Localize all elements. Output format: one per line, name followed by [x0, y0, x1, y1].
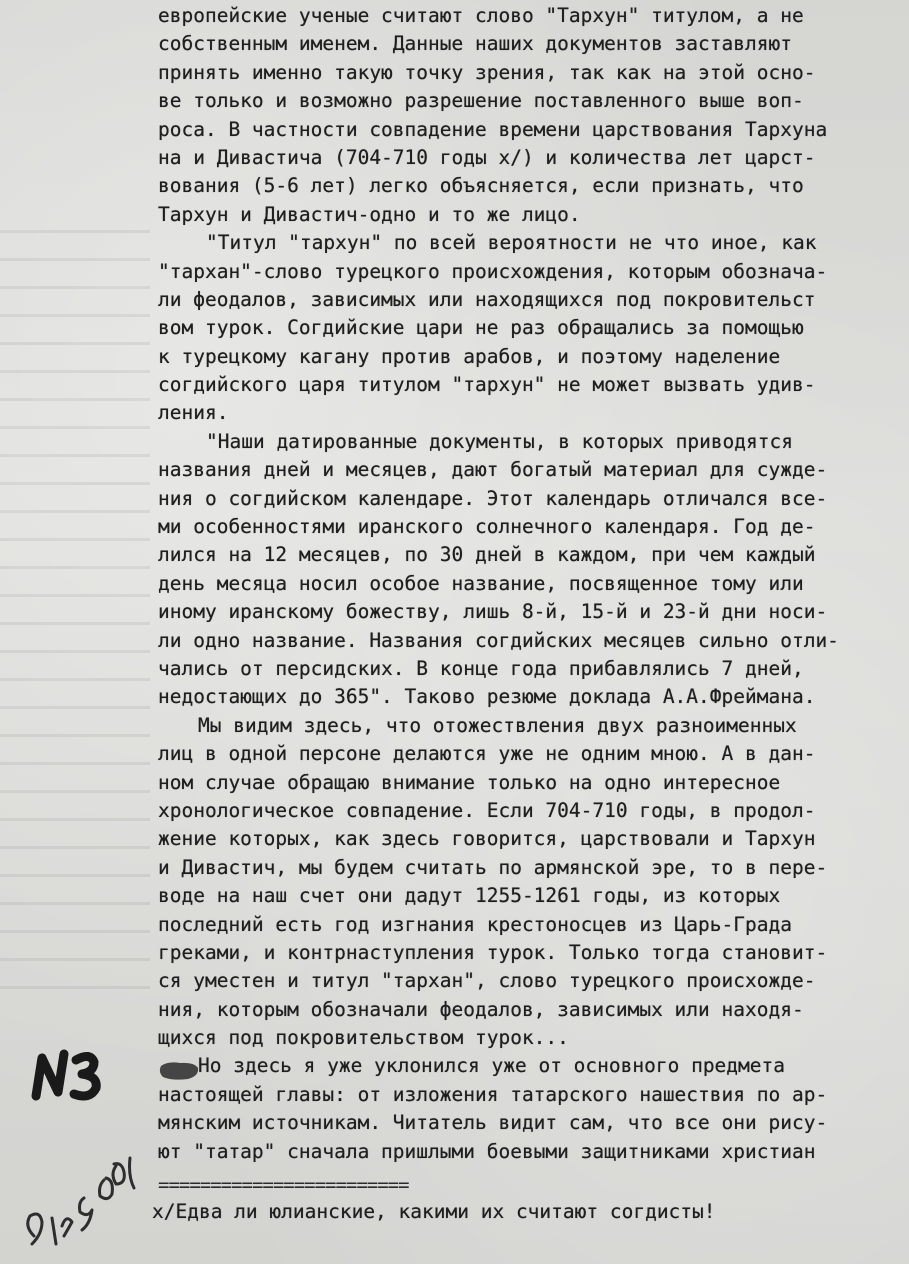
- text-line: воде на наш счет они дадут 1255-1261 годы, из которых: [158, 884, 781, 908]
- text-line: Мы видим здесь, что отожествления двух разноименных: [198, 713, 797, 737]
- text-line: щихся под покровительством турок...: [158, 1026, 569, 1050]
- bleed-through-text: [0, 230, 150, 990]
- text-line: ют "татар" сначала пришлыми боевыми защитниками христиан: [158, 1139, 816, 1163]
- text-line: греками, и контрнаступления турок. Только тогда становит-: [158, 940, 828, 964]
- text-line: день месяца носил особое название, посвященное тому или: [158, 571, 804, 595]
- text-line: чались от персидских. В конце года прибавлялись 7 дней,: [158, 656, 804, 680]
- ink-blot-icon: [158, 1060, 200, 1082]
- text-line: ли феодалов, зависимых или находящихся под покровительст: [158, 287, 816, 311]
- text-line: на и Дивастича (704-710 годы x/) и количества лет царст-: [158, 145, 816, 169]
- text-line: роса. В частности совпадение времени царствования Тархуна: [158, 117, 828, 141]
- text-line: ном случае обращаю внимание только на одно интересное: [158, 770, 781, 794]
- text-line: лиц в одной персоне делаются уже не одним мною. А в дан-: [158, 742, 816, 766]
- text-line: "Наши датированные документы, в которых приводятся: [206, 429, 793, 453]
- text-line: названия дней и месяцев, дают богатый материал для сужде-: [158, 458, 828, 482]
- footnote-separator: ========================: [158, 1174, 409, 1196]
- text-line: ния, которым обозначали феодалов, зависимых или находя-: [158, 997, 804, 1021]
- text-line: жение которых, как здесь говорится, царствовали и Тархун: [158, 827, 816, 851]
- text-line: "Титул "тархун" по всей вероятности не что иное, как: [206, 231, 817, 255]
- text-line: вования (5-6 лет) легко объясняется, если признать, что: [158, 174, 804, 198]
- text-line: согдийского царя титулом "тархун" не может вызвать удив-: [158, 373, 816, 397]
- text-line: европейские ученые считают слово "Тархун" титулом, а не: [158, 4, 804, 27]
- text-line: "тархан"-слово турецкого происхождения, которым обознача-: [158, 259, 828, 283]
- typed-text-body: [158, 2, 893, 1166]
- text-line: хронологическое совпадение. Если 704-710 годы, в продол-: [158, 798, 816, 822]
- text-line: лился на 12 месяцев, по 30 дней в каждом, при чем каждый: [158, 543, 816, 567]
- text-line: к турецкому кагану против арабов, и поэтому наделение: [158, 344, 781, 368]
- text-line: последний есть год изгнания крестоносцев из Царь-Града: [158, 912, 792, 936]
- text-line: ся уместен и титул "тархан", слово турецкого происхожде-: [158, 969, 816, 993]
- text-line: вом турок. Согдийские цари не раз обращались за помощью: [158, 316, 804, 340]
- footnote-text: x/Едва ли юлианские, какими их считают согдисты!: [152, 1200, 716, 1223]
- text-line: ли одно название. Названия согдийских месяцев сильно отли-: [158, 628, 839, 652]
- text-line: мянским источникам. Читатель видит сам, что все они рису-: [158, 1111, 828, 1135]
- text-line: принять именно такую точку зрения, так как на этой осно-: [158, 60, 816, 84]
- number-stamp-icon: [28, 1038, 108, 1108]
- text-line: недостающих до 365". Таково резюме доклада А.А.Фреймана.: [158, 685, 816, 709]
- text-line: ления.: [158, 401, 229, 425]
- text-line: ми особенностями иранского солнечного календаря. Год де-: [158, 515, 816, 539]
- text-line: ве только и возможно разрешение поставленного выше воп-: [158, 89, 804, 113]
- text-line: ния о согдийском календаре. Этот календарь отличался все-: [158, 486, 828, 510]
- text-line: настоящей главы: от изложения татарского нашествия по ар-: [158, 1082, 828, 1106]
- text-line: Но здесь я уже уклонился уже от основного предмета: [198, 1054, 785, 1078]
- text-line: собственным именем. Данные наших документов заставляют: [158, 32, 792, 56]
- text-line: Тархун и Дивастич-одно и то же лицо.: [158, 202, 581, 226]
- text-line: иному иранскому божеству, лишь 8-й, 15-й и 23-й дни носи-: [158, 600, 828, 624]
- text-line: и Дивастич, мы будем считать по армянской эре, то в пере-: [158, 855, 828, 879]
- archive-number-handwritten-icon: [12, 1140, 162, 1250]
